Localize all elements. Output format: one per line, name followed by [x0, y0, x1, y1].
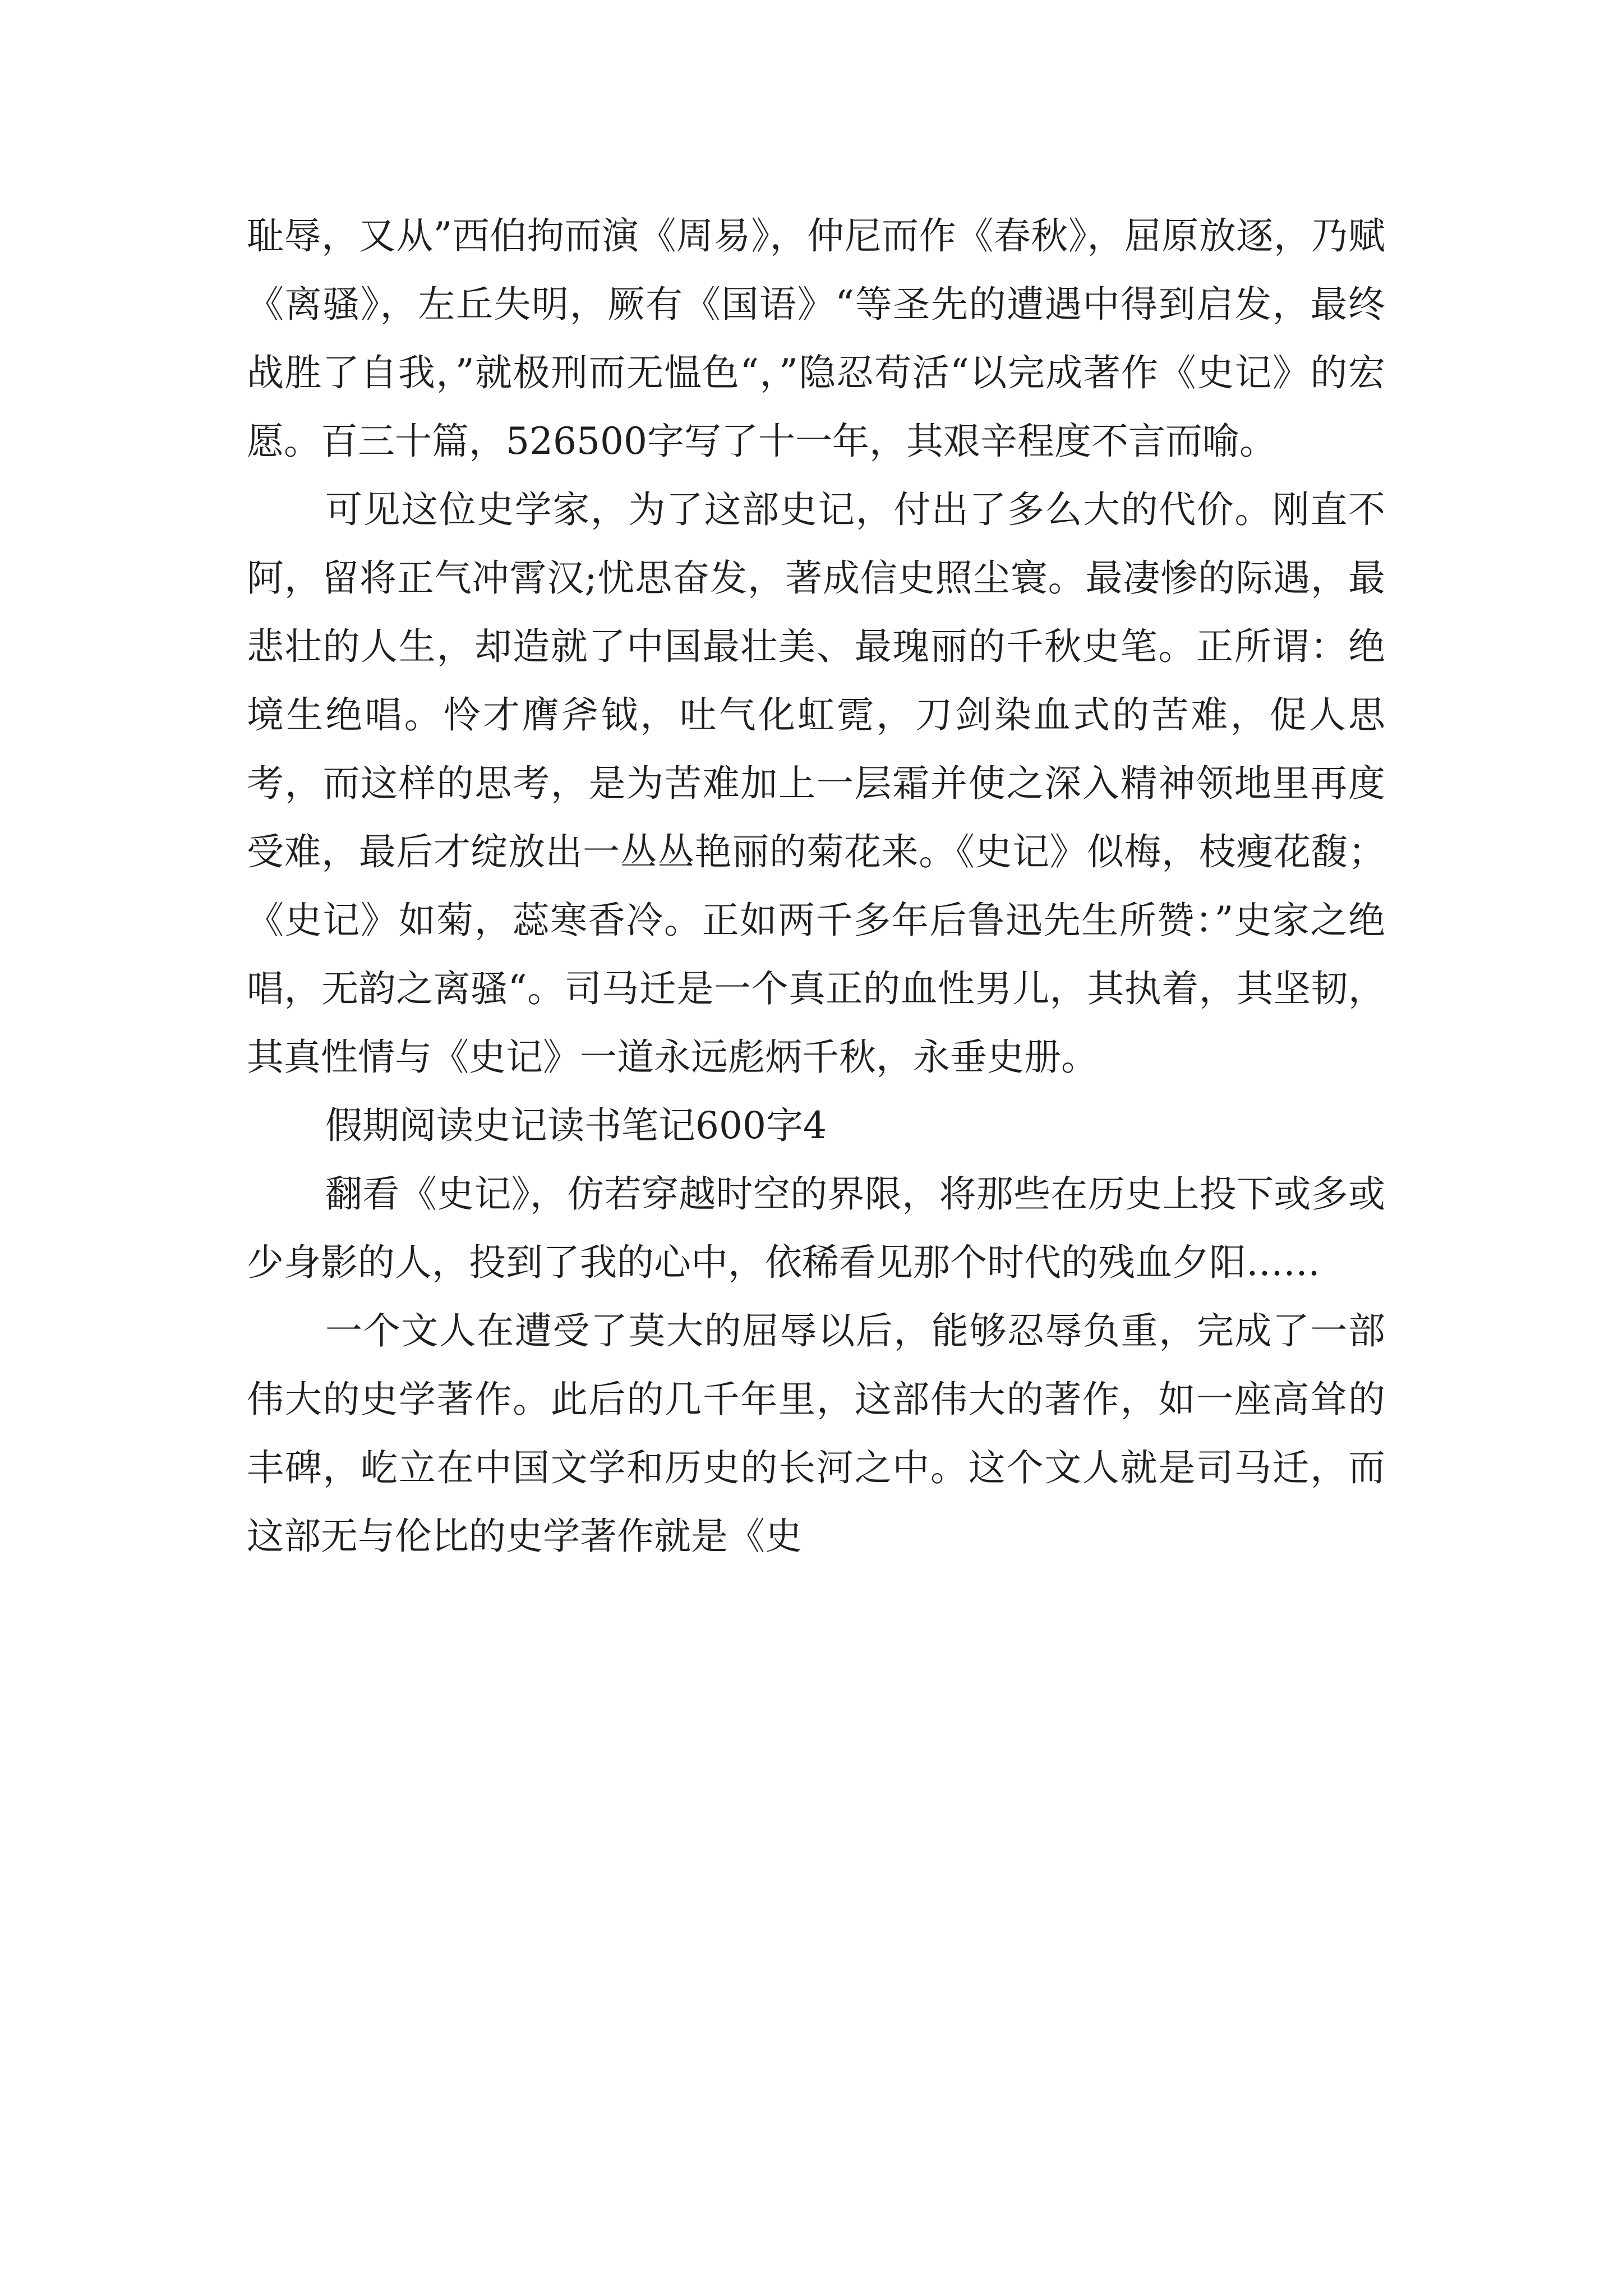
- document-page: [247, 202, 1385, 1571]
- paragraph-continuation: 耻辱，又从”西伯拘而演《周易》，仲尼而作《春秋》，屈原放逐，乃赋《离骚》，左丘失明，厥有《国语》“等圣先的遭遇中得到启发，最终战胜了自我，”就极刑而无愠色“，”隐忍苟活“以完成著作《史记》的宏愿。百三十篇，526500字写了十一年，其艰辛程度不言而喻。: [247, 214, 1385, 463]
- paragraph-sima-qian-cost: 可见这位史学家，为了这部史记，付出了多么大的代价。刚直不阿，留将正气冲霄汉;忧思奋发，著成信史照尘寰。最凄惨的际遇，最悲壮的人生，却造就了中国最壮美、最瑰丽的千秋史笔。正所谓：绝境生绝唱。怜才膺斧钺，吐气化虹霓，刀剑染血式的苦难，促人思考，而这样的思考，是为苦难加上一层霜并使之深入精神领地里再度受难，最后才绽放出一丛丛艳丽的菊花来。《史记》似梅，枝瘦花馥；《史记》如菊，蕊寒香冷。正如两千多年后鲁迅先生所赞：”史家之绝唱，无韵之离骚“。司马迁是一个真正的血性男儿，其执着，其坚韧，其真性情与《史记》一道永远彪炳千秋，永垂史册。: [247, 488, 1385, 1079]
- paragraph-scholar-humiliation: 一个文人在遭受了莫大的屈辱以后，能够忍辱负重，完成了一部伟大的史学著作。此后的几千年里，这部伟大的著作，如一座高耸的丰碑，屹立在中国文学和历史的长河之中。这个文人就是司马迁，而这部无与伦比的史学著作就是《史: [247, 1309, 1385, 1558]
- section-heading: 假期阅读史记读书笔记600字4: [325, 1104, 827, 1147]
- paragraph-reading-shiji: 翻看《史记》，仿若穿越时空的界限，将那些在历史上投下或多或少身影的人，投到了我的心中，依稀看见那个时代的残血夕阳……: [247, 1172, 1385, 1284]
